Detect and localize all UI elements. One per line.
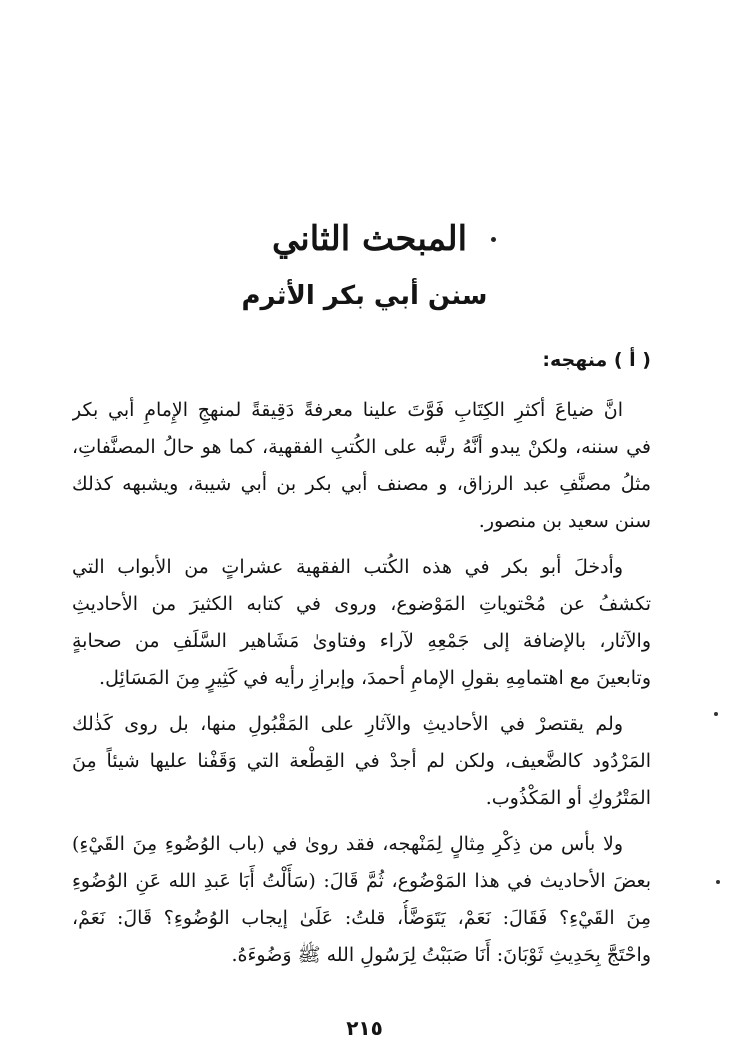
text-line: وأدخلَ أبو بكر في هذه الكُتب الفقهية عشراتٍ من الأبواب التي: [72, 556, 623, 578]
text-line: واحْتَجَّ بِحَدِيثِ ثَوْبَانَ: أَنَا صَبَبْتُ لِرَسُولِ الله ﷺ وَضُوءَهُ.: [231, 944, 651, 966]
text-line: في سننه، ولكنْ يبدو أنَّهُ رتَّبه على الكُتبِ الفقهية، كما هو حالُ المصنَّفاتِ،: [72, 436, 651, 458]
text-line: ولم يقتصرْ في الأحاديثِ والآثارِ على المَقْبُولِ منها، بل روى كَذٰلك: [72, 713, 623, 735]
text-line: المَتْرُوكِ أو المَكْذُوب.: [485, 787, 651, 809]
text-line: تكشفُ عن مُحْتوياتِ المَوْضوع، وروى في كتابه الكثيرَ من الأحاديثِ: [72, 593, 651, 615]
text-line: والآثار، بالإضافة إلى جَمْعِهِ لآراء وفتاوىٰ مَشَاهير السَّلَفِ من صحابةٍ: [72, 630, 651, 652]
sub-title: سنن أبي بكر الأثرم: [241, 281, 488, 311]
paragraph-2: [72, 549, 651, 697]
margin-mark: [716, 880, 720, 884]
paragraph-3: [72, 706, 651, 817]
section-title: المبحث الثاني: [271, 219, 468, 259]
text-line: وتابعينَ مع اهتمامِهِ بقولِ الإمامِ أحمدَ، وإبرازِ رأيه في كَثِيرٍ مِنَ المَسَائِل.: [99, 667, 651, 689]
section-heading: ( أ ) منهجه:: [542, 349, 651, 371]
text-line: انَّ ضياعَ أكثرِ الكِتَابِ فَوَّتَ علينا معرفةً دَقِيقةً لمنهجِ الإِمامِ أبي بكر: [72, 399, 623, 421]
paragraph-4: [72, 826, 651, 974]
text-line: بعضَ الأحاديث في هذا المَوْضُوع، ثُمَّ قَالَ: (سَأَلْتُ أَبَا عَبدِ الله عَنِ الوُضُوءِ: [72, 870, 651, 892]
text-line: مثلُ مصنَّفِ عبد الرزاق، و مصنف أبي بكر بن أبي شيبة، ويشبهه كذلك: [72, 473, 651, 495]
text-line: المَرْدُود كالضَّعيف، ولكن لم أجدْ في القِطْعة التي وَقَفْنا عليها شيئاً مِنَ: [72, 750, 651, 772]
text-line: ولا بأس من ذِكْرِ مِثالٍ لِمَنْهجه، فقد روىٰ في (باب الوُضُوءِ مِنَ القَيْءِ): [72, 833, 623, 855]
page-number: ٢١٥: [346, 1016, 383, 1040]
text-line: سنن سعيد بن منصور.: [478, 510, 651, 532]
paragraph-1: [72, 392, 651, 540]
text-line: مِنَ القَيْءِ؟ فَقَالَ: نَعَمْ، يَتَوَضَّأُ، قلتُ: عَلَىٰ إيجاب الوُضُوءِ؟ قَالَ: نَعَمْ،: [72, 907, 651, 929]
margin-mark: [714, 712, 718, 716]
